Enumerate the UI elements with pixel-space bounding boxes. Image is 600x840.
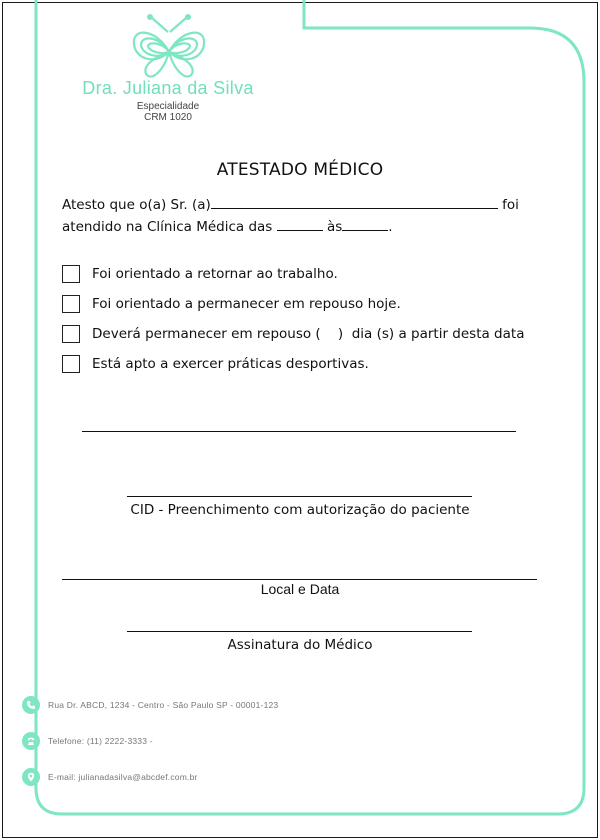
cid-line[interactable]: [127, 496, 472, 497]
doctor-name: Dra. Juliana da Silva: [82, 78, 254, 98]
checkbox[interactable]: [62, 355, 80, 373]
footer-address: [22, 696, 278, 714]
option-label: Foi orientado a permanecer em repouso hoje.: [92, 296, 401, 312]
local-date-line[interactable]: [62, 579, 537, 580]
option-label: Deverá permanecer em repouso ( ) dia (s) a partir desta data: [92, 326, 525, 342]
patient-name-field[interactable]: [211, 196, 498, 209]
notes-line[interactable]: [82, 431, 516, 432]
patient-line-suffix: foi: [502, 197, 519, 213]
time-line-middle: às: [326, 219, 343, 235]
signature-line[interactable]: [127, 631, 472, 632]
address-text: Rua Dr. ABCD, 1234 - Centro - São Paulo SP - 00001-123: [48, 700, 279, 710]
time-line-suffix: .: [388, 219, 393, 235]
page-title: ATESTADO MÉDICO: [216, 160, 384, 180]
checkbox[interactable]: [62, 265, 80, 283]
option-rest-today[interactable]: [62, 293, 401, 315]
phone-text: Telefone: (11) 2222-3333 -: [48, 736, 153, 746]
end-time-field[interactable]: [342, 218, 388, 231]
start-time-field[interactable]: [277, 218, 323, 231]
option-label: Foi orientado a retornar ao trabalho.: [92, 266, 338, 282]
signature-label: Assinatura do Médico: [227, 637, 373, 653]
time-line: [62, 218, 393, 235]
phone-icon: [22, 696, 40, 714]
checkbox[interactable]: [62, 295, 80, 313]
option-return-to-work[interactable]: [62, 263, 338, 285]
cid-label: CID - Preenchimento com autorização do paciente: [130, 502, 470, 518]
patient-line: [62, 196, 519, 213]
option-label: Está apto a exercer práticas desportivas.: [92, 356, 369, 372]
footer-email: [22, 768, 198, 786]
phone-alt-icon: [22, 732, 40, 750]
butterfly-icon: [128, 12, 210, 82]
email-text[interactable]: E-mail: julianadasilva@abcdef.com.br: [48, 772, 198, 782]
location-pin-icon: [22, 768, 40, 786]
footer-phone: [22, 732, 153, 750]
option-rest-days[interactable]: [62, 323, 524, 345]
doctor-specialty: Especialidade: [136, 101, 200, 112]
local-date-label: Local e Data: [260, 581, 340, 597]
time-line-prefix: atendido na Clínica Médica das: [62, 219, 273, 235]
doctor-crm: CRM 1020: [144, 112, 192, 123]
option-fit-for-sports[interactable]: [62, 353, 369, 375]
patient-line-prefix: Atesto que o(a) Sr. (a): [62, 197, 211, 213]
checkbox[interactable]: [62, 325, 80, 343]
